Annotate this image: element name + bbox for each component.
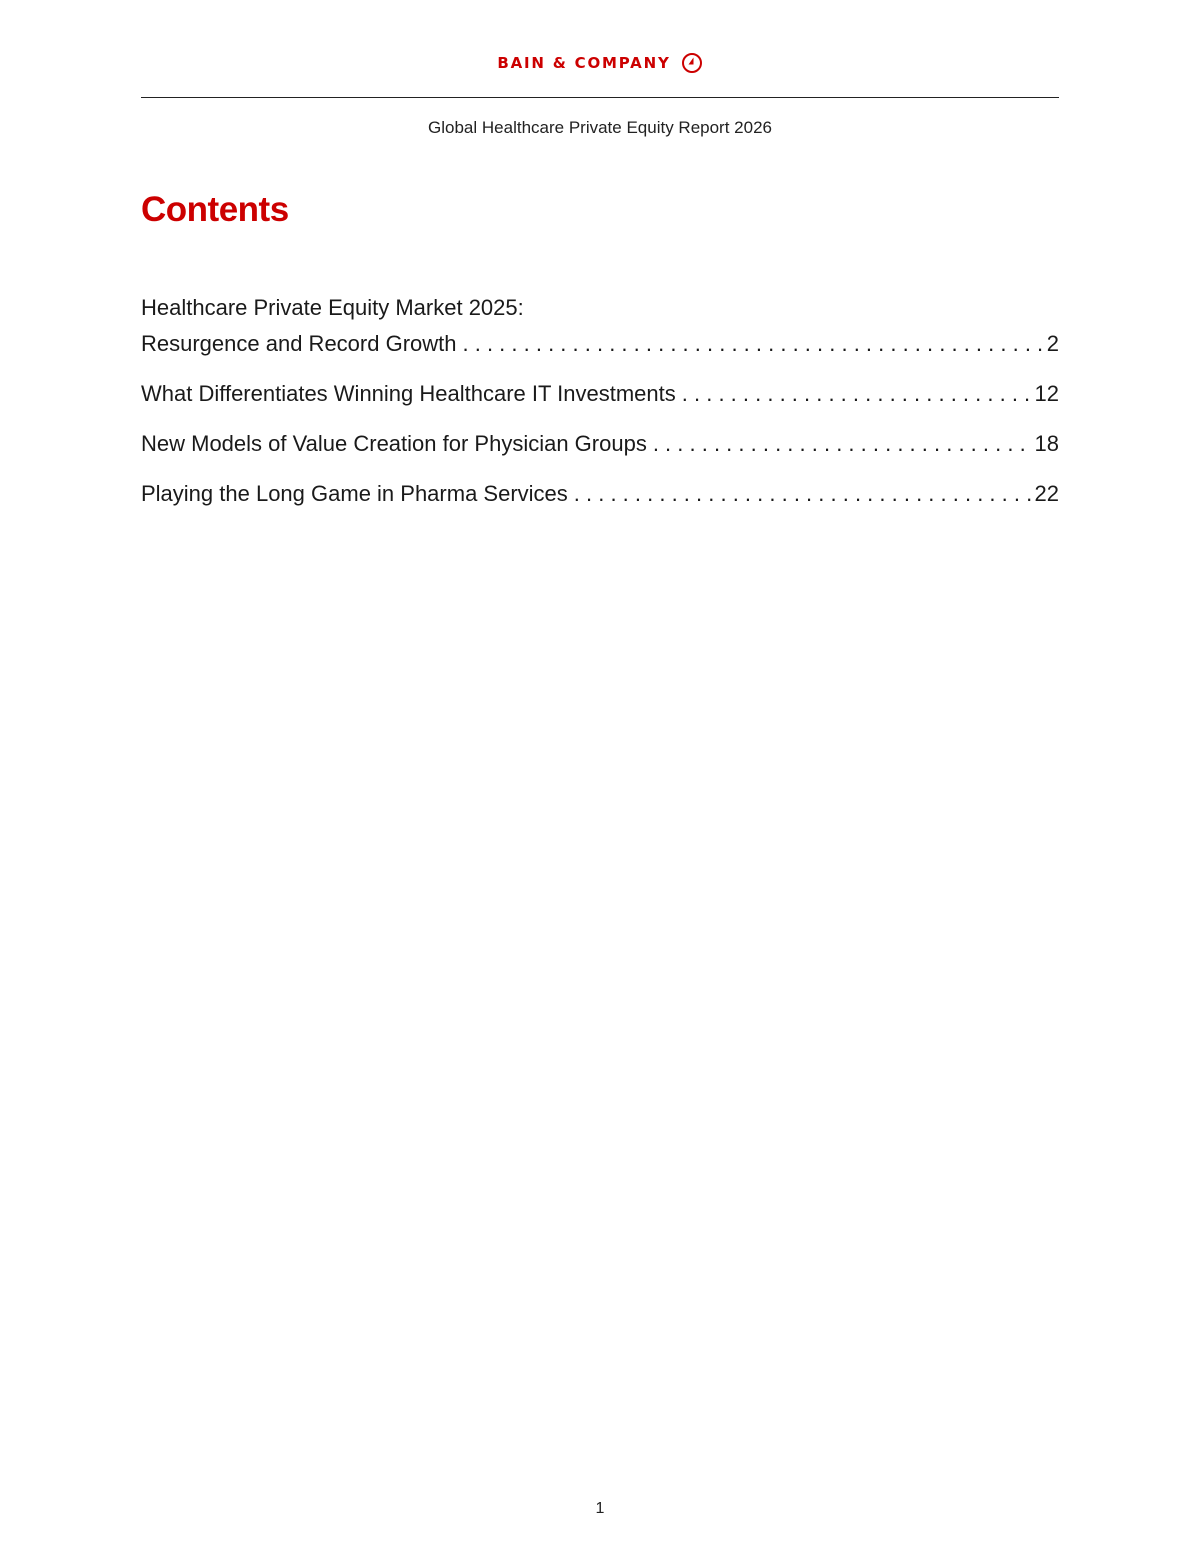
dot-leader (463, 326, 1043, 362)
toc-entry-row (141, 326, 1059, 362)
toc-entry-page: 12 (1034, 381, 1059, 406)
bain-compass-icon (681, 52, 703, 74)
bain-logo (0, 52, 1200, 74)
dot-leader (574, 476, 1031, 512)
toc-entry-row (141, 476, 1059, 512)
toc-entry-physician-groups[interactable] (141, 426, 1059, 462)
toc-entry-title: New Models of Value Creation for Physician Groups (141, 431, 647, 456)
toc-entry-market-2025[interactable] (141, 290, 1059, 362)
toc-entry-page: 2 (1046, 331, 1059, 356)
toc-entry-page: 18 (1034, 431, 1059, 456)
report-running-title: Global Healthcare Private Equity Report 2026 (428, 118, 772, 137)
table-of-contents (141, 290, 1059, 512)
contents-heading: Contents (141, 190, 289, 229)
page-number: 1 (595, 1500, 605, 1517)
toc-entry-title: Playing the Long Game in Pharma Services (141, 481, 568, 506)
toc-entry-page: 22 (1034, 481, 1059, 506)
toc-entry-row (141, 426, 1059, 462)
toc-entry-row (141, 376, 1059, 412)
bain-compass-icon-svg (681, 52, 703, 74)
dot-leader (653, 426, 1031, 462)
logo-text: BAIN & COMPANY (497, 54, 671, 72)
toc-entry-title: What Differentiates Winning Healthcare IT Investments (141, 381, 676, 406)
dot-leader (682, 376, 1031, 412)
toc-entry-healthcare-it[interactable] (141, 376, 1059, 412)
toc-entry-title-line1: Healthcare Private Equity Market 2025: (141, 295, 524, 320)
toc-entry-pharma-services[interactable] (141, 476, 1059, 512)
header-divider (141, 97, 1059, 98)
toc-entry-title: Resurgence and Record Growth (141, 331, 457, 356)
